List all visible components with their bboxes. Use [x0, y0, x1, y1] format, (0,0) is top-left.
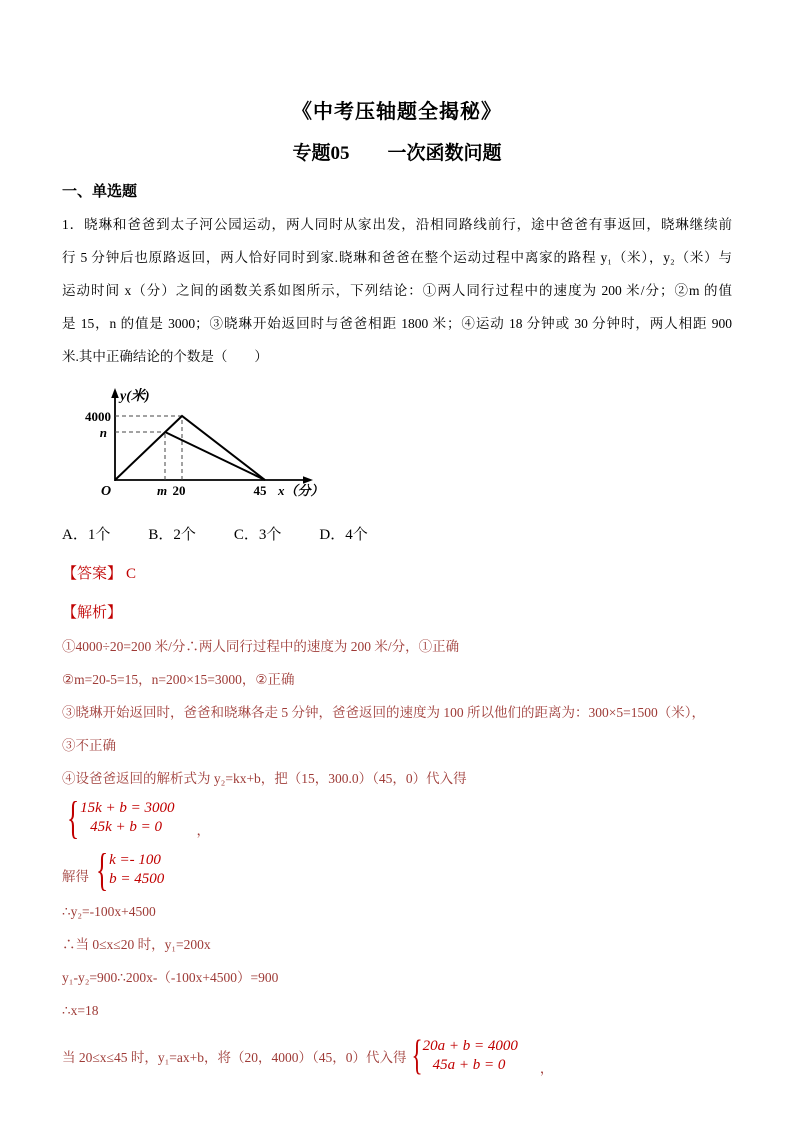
- left-brace-icon: {: [411, 1033, 423, 1079]
- function-graph: [80, 383, 332, 505]
- solution-line-7: ∴y₂=-100x+4500: [62, 904, 156, 919]
- comma-suffix: ，: [196, 823, 210, 838]
- x-tick-45: 45: [253, 483, 267, 498]
- y-axis-arrow-icon: [111, 388, 119, 398]
- subtitle-number: 专题05: [292, 143, 350, 164]
- solution-line-11: [62, 1033, 732, 1079]
- analysis-row: [62, 602, 732, 624]
- answer-label: 【答案】: [62, 566, 123, 582]
- equation-system-1: [62, 792, 732, 843]
- equation-line: 45k + b = 0: [90, 819, 162, 835]
- option-b: B．2个: [148, 527, 196, 543]
- x-tick-20: 20: [172, 483, 186, 498]
- question-line: 米.其中正确结论的个数是（ ）: [62, 349, 268, 364]
- doc-subtitle: [62, 140, 732, 168]
- y-tick-n: n: [99, 425, 107, 440]
- equation-line: 15k + b = 3000: [80, 800, 175, 816]
- answer-row: [62, 563, 732, 585]
- solution-line-1: ①4000÷20=200 米/分∴两人同行过程中的速度为 200 米/分，①正确: [62, 639, 460, 654]
- equation-line: 20a + b = 4000: [422, 1038, 518, 1054]
- x-axis-label: x（分）: [278, 483, 324, 498]
- solve-prefix: 解得: [62, 869, 89, 884]
- solution-line-10: ∴x=18: [62, 1003, 99, 1018]
- analysis-label: 【解析】: [62, 605, 123, 621]
- y2-line: [165, 432, 265, 480]
- left-brace-icon: {: [95, 844, 109, 895]
- answer-value: C: [126, 566, 137, 582]
- equation-line: b = 4500: [109, 871, 165, 887]
- options-row: [62, 524, 732, 546]
- solution-line-4: ③不正确: [62, 738, 116, 753]
- question-line: 行 5 分钟后也原路返回，两人恰好同时到家.晓琳和爸爸在整个运动过程中离家的路程 y₁（米），y₂（米）与: [62, 250, 732, 265]
- equation-line: k =- 100: [109, 852, 161, 868]
- solution-line-2: ②m=20-5=15，n=200×15=3000，②正确: [62, 672, 295, 687]
- section-heading: 一、单选题: [62, 183, 138, 200]
- option-d: D．4个: [319, 527, 368, 543]
- function-graph-figure: [80, 383, 732, 510]
- doc-title: 《中考压轴题全揭秘》: [292, 101, 502, 123]
- question-line: 是 15，n 的值是 3000；③晓琳开始返回时与爸爸相距 1800 米；④运动 18 分钟或 30 分钟时，两人相距 900: [62, 316, 732, 331]
- origin-label: O: [101, 484, 112, 499]
- comma-suffix: ，: [539, 1061, 554, 1076]
- option-a: A．1个: [62, 527, 111, 543]
- left-brace-icon: {: [66, 792, 80, 843]
- equation-system-2: [62, 844, 732, 895]
- y1-line: [115, 416, 265, 480]
- solution-line-8: ∴当 0≤x≤20 时，y₁=200x: [62, 937, 211, 952]
- y-tick-4000: 4000: [85, 409, 111, 424]
- equation-line: 45a + b = 0: [432, 1057, 506, 1073]
- solution-line-9: y₁-y₂=900∴200x-（-100x+4500）=900: [62, 970, 279, 985]
- solution-line-5: ④设爸爸返回的解析式为 y₂=kx+b，把（15，300.0）（45，0）代入得: [62, 771, 467, 786]
- equation-column: [109, 851, 164, 889]
- equation-column: [423, 1037, 518, 1075]
- solution-line-11-text: 当 20≤x≤45 时，y₁=ax+b，将（20，4000）（45，0）代入得: [62, 1050, 407, 1065]
- question-line: 运动时间 x（分）之间的函数关系如图所示，下列结论：①两人同行过程中的速度为 200 米/分；②m 的值: [62, 283, 732, 298]
- question-line: 1．晓琳和爸爸到太子河公园运动，两人同时从家出发，沿相同路线前行，途中爸爸有事返回，晓琳继续前: [62, 217, 732, 232]
- x-tick-m: m: [156, 483, 168, 498]
- equation-column: [80, 799, 174, 837]
- y-axis-label: y(米): [120, 389, 150, 404]
- subtitle-text: 一次函数问题: [387, 143, 502, 164]
- option-c: C．3个: [233, 527, 282, 543]
- solution-line-3: ③晓琳开始返回时，爸爸和晓琳各走 5 分钟，爸爸返回的速度为 100 所以他们的距离为：300×5=1500（米），: [62, 705, 705, 720]
- equation-system-3: [407, 1033, 518, 1079]
